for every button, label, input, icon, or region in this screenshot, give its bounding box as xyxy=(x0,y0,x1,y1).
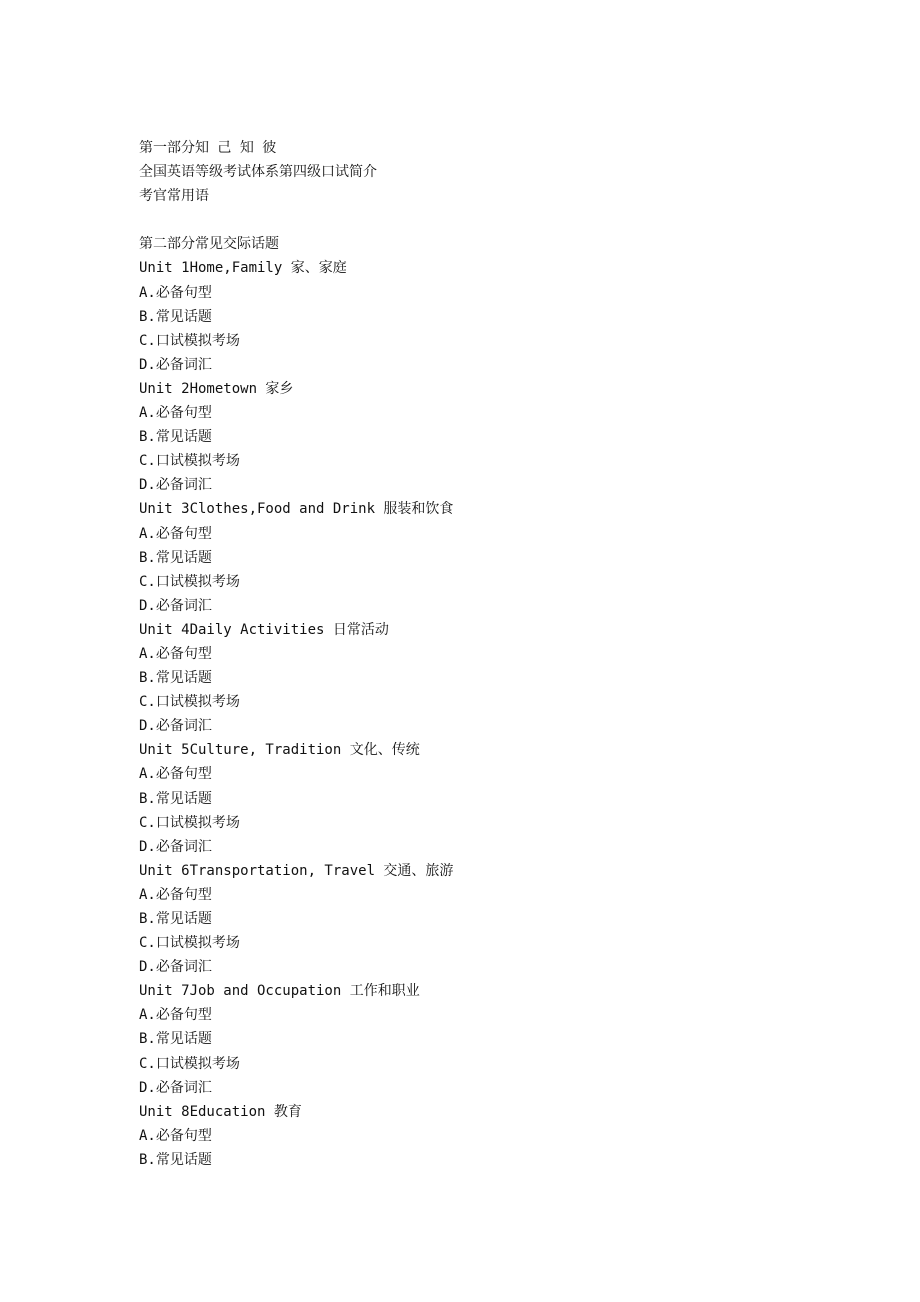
unit-item: A.必备句型 xyxy=(139,766,212,783)
unit-item: B.常见话题 xyxy=(139,1031,212,1048)
unit-item: D.必备词汇 xyxy=(139,477,212,494)
unit-item: D.必备词汇 xyxy=(139,718,212,735)
unit-item: C.口试模拟考场 xyxy=(139,332,240,349)
unit-item: D.必备词汇 xyxy=(139,597,212,614)
unit-title: Unit 1Home,Family 家、家庭 xyxy=(139,260,347,277)
unit-item: B.常见话题 xyxy=(139,1151,212,1168)
part1-item: 全国英语等级考试体系第四级口试简介 xyxy=(139,164,377,181)
unit-item: C.口试模拟考场 xyxy=(139,1055,240,1072)
unit-item: A.必备句型 xyxy=(139,284,212,301)
unit-title: Unit 6Transportation, Travel 交通、旅游 xyxy=(139,862,454,879)
unit-item: A.必备句型 xyxy=(139,405,212,422)
unit-item: C.口试模拟考场 xyxy=(139,694,240,711)
unit-title: Unit 3Clothes,Food and Drink 服装和饮食 xyxy=(139,501,454,518)
part2-title: 第二部分常见交际话题 xyxy=(139,236,279,253)
unit-item: D.必备词汇 xyxy=(139,1079,212,1096)
unit-item: B.常见话题 xyxy=(139,308,212,325)
unit-item: B.常见话题 xyxy=(139,911,212,927)
table-of-contents xyxy=(139,136,839,1172)
unit-item: A.必备句型 xyxy=(139,1007,212,1024)
unit-title: Unit 4Daily Activities 日常活动 xyxy=(139,621,389,638)
part1-item: 考官常用语 xyxy=(139,188,209,205)
unit-title: Unit 5Culture, Tradition 文化、传统 xyxy=(139,742,420,759)
unit-item: B.常见话题 xyxy=(139,670,212,687)
unit-title: Unit 2Hometown 家乡 xyxy=(139,380,294,397)
unit-item: B.常见话题 xyxy=(139,790,212,807)
unit-item: A.必备句型 xyxy=(139,886,212,903)
unit-item: B.常见话题 xyxy=(139,549,212,566)
unit-item: A.必备句型 xyxy=(139,645,212,662)
unit-title: Unit 7Job and Occupation 工作和职业 xyxy=(139,983,420,1000)
unit-item: C.口试模拟考场 xyxy=(139,814,240,831)
unit-item: A.必备句型 xyxy=(139,525,212,542)
unit-item: D.必备词汇 xyxy=(139,838,212,855)
unit-item: C.口试模拟考场 xyxy=(139,453,240,470)
unit-item: D.必备词汇 xyxy=(139,356,212,373)
part1-title: 第一部分知 己 知 彼 xyxy=(139,140,277,156)
unit-item: C.口试模拟考场 xyxy=(139,935,240,952)
unit-title: Unit 8Education 教育 xyxy=(139,1103,302,1120)
unit-item: C.口试模拟考场 xyxy=(139,573,240,590)
blank-line xyxy=(139,208,839,232)
unit-item: D.必备词汇 xyxy=(139,959,212,976)
unit-item: B.常见话题 xyxy=(139,429,212,446)
unit-item: A.必备句型 xyxy=(139,1127,212,1144)
